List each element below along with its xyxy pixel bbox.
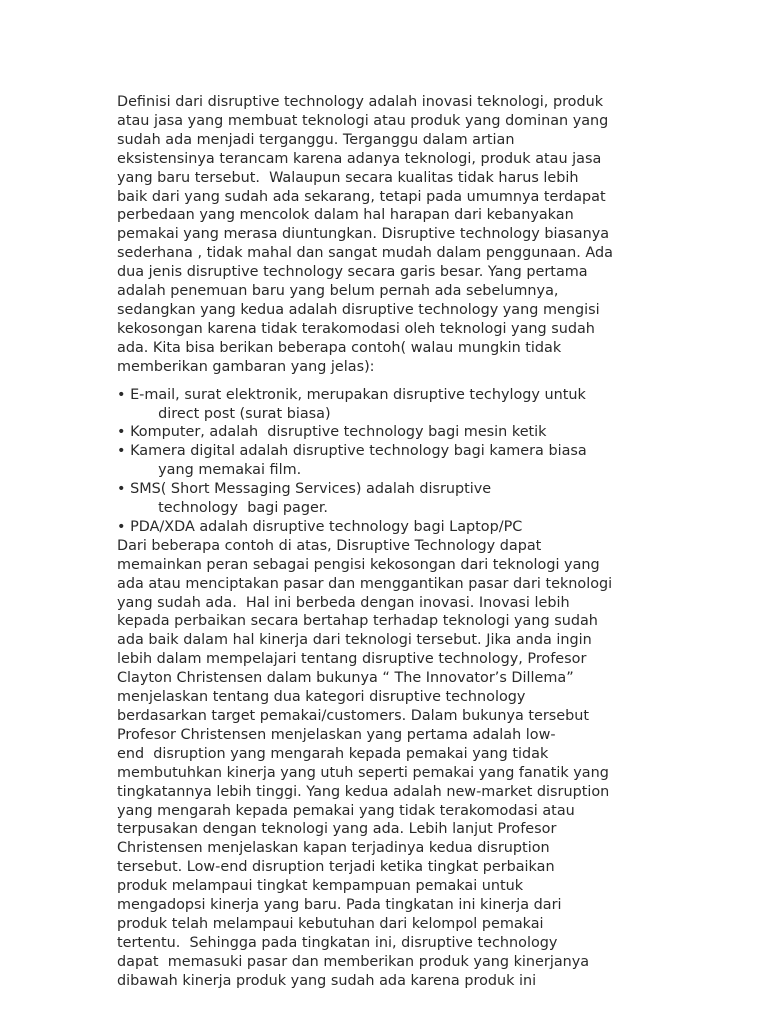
text-line: perbedaan yang mencolok dalam hal harapan dari kebanyakan	[117, 207, 574, 224]
text-line: end disruption yang mengarah kepada pemakai yang tidak	[117, 745, 549, 762]
text-line: produk telah melampaui kebutuhan dari kelompol pemakai	[117, 915, 544, 932]
text-line: berdasarkan target pemakai/customers. Dalam bukunya tersebut	[117, 708, 590, 724]
text-line: dibawah kinerja produk yang sudah ada karena produk ini	[117, 972, 537, 989]
bullet-item: • E-mail, surat elektronik, merupakan disruptive techylogy untuk	[117, 386, 586, 403]
text-line: tersebut. Low-end disruption terjadi ketika tingkat perbaikan	[117, 859, 555, 876]
text-line: yang mengarah kepada pemakai yang tidak terakomodasi atau	[117, 802, 575, 819]
bullet-item: • Komputer, adalah disruptive technology bagi mesin ketik	[117, 424, 547, 441]
text-line: ada. Kita bisa berikan beberapa contoh( walau mungkin tidak	[117, 339, 562, 356]
bullet-item: • Kamera digital adalah disruptive technology bagi kamera biasa	[117, 443, 587, 460]
text-line: memberikan gambaran yang jelas):	[117, 358, 375, 375]
document-page	[117, 93, 657, 991]
text-line: kekosongan karena tidak terakomodasi oleh teknologi yang sudah	[117, 320, 595, 337]
text-line: sedangkan yang kedua adalah disruptive technology yang mengisi	[117, 301, 600, 318]
text-line: kepada perbaikan secara bertahap terhadap teknologi yang sudah	[117, 613, 598, 630]
text-line: tertentu. Sehingga pada tingkatan ini, disruptive technology	[117, 934, 558, 951]
example-bullet-list	[117, 386, 657, 537]
bullet-item: • SMS( Short Messaging Services) adalah disruptive	[117, 481, 492, 498]
intro-paragraph	[117, 93, 657, 377]
text-line: tingkatannya lebih tinggi. Yang kedua adalah new-market disruption	[117, 783, 610, 800]
text-line: adalah penemuan baru yang belum pernah ada sebelumnya,	[117, 283, 559, 300]
text-line: ada baik dalam hal kinerja dari teknologi tersebut. Jika anda ingin	[117, 632, 592, 649]
text-line: memainkan peran sebagai pengisi kekosongan dari teknologi yang	[117, 556, 600, 573]
text-line: Dari beberapa contoh di atas, Disruptive Technology dapat	[117, 537, 542, 554]
text-line: yang sudah ada. Hal ini berbeda dengan inovasi. Inovasi lebih	[117, 594, 570, 611]
bullet-continuation: direct post (surat biasa)	[117, 405, 331, 422]
text-line: dua jenis disruptive technology secara garis besar. Yang pertama	[117, 264, 588, 281]
text-line: produk melampaui tingkat kempampuan pemakai untuk	[117, 878, 524, 895]
text-line: dapat memasuki pasar dan memberikan produk yang kinerjanya	[117, 953, 590, 970]
text-line: pemakai yang merasa diuntungkan. Disruptive technology biasanya	[117, 226, 610, 243]
bullet-item: • PDA/XDA adalah disruptive technology bagi Laptop/PC	[117, 518, 523, 535]
body-paragraph	[117, 537, 657, 991]
text-line: Profesor Christensen menjelaskan yang pertama adalah low-	[117, 726, 556, 743]
text-line: Clayton Christensen dalam bukunya “ The Innovator’s Dillema”	[117, 670, 574, 687]
text-line: Christensen menjelaskan kapan terjadinya kedua disruption	[117, 840, 550, 857]
text-line: atau jasa yang membuat teknologi atau produk yang dominan yang	[117, 112, 609, 129]
bullet-continuation: technology bagi pager.	[117, 500, 328, 517]
text-line: eksistensinya terancam karena adanya teknologi, produk atau jasa	[117, 150, 602, 167]
text-line: sudah ada menjadi terganggu. Terganggu dalam artian	[117, 131, 515, 148]
text-line: mengadopsi kinerja yang baru. Pada tingkatan ini kinerja dari	[117, 897, 562, 914]
text-line: Definisi dari disruptive technology adalah inovasi teknologi, produk	[117, 94, 604, 110]
text-line: membutuhkan kinerja yang utuh seperti pemakai yang fanatik yang	[117, 764, 609, 781]
text-line: terpusakan dengan teknologi yang ada. Lebih lanjut Profesor	[117, 821, 557, 838]
text-line: yang baru tersebut. Walaupun secara kualitas tidak harus lebih	[117, 169, 579, 186]
text-line: lebih dalam mempelajari tentang disruptive technology, Profesor	[117, 651, 587, 668]
text-line: sederhana , tidak mahal dan sangat mudah dalam penggunaan. Ada	[117, 245, 613, 262]
text-line: menjelaskan tentang dua kategori disruptive technology	[117, 689, 526, 706]
bullet-continuation: yang memakai film.	[117, 462, 302, 479]
text-line: baik dari yang sudah ada sekarang, tetapi pada umumnya terdapat	[117, 188, 606, 205]
text-line: ada atau menciptakan pasar dan menggantikan pasar dari teknologi	[117, 575, 613, 592]
